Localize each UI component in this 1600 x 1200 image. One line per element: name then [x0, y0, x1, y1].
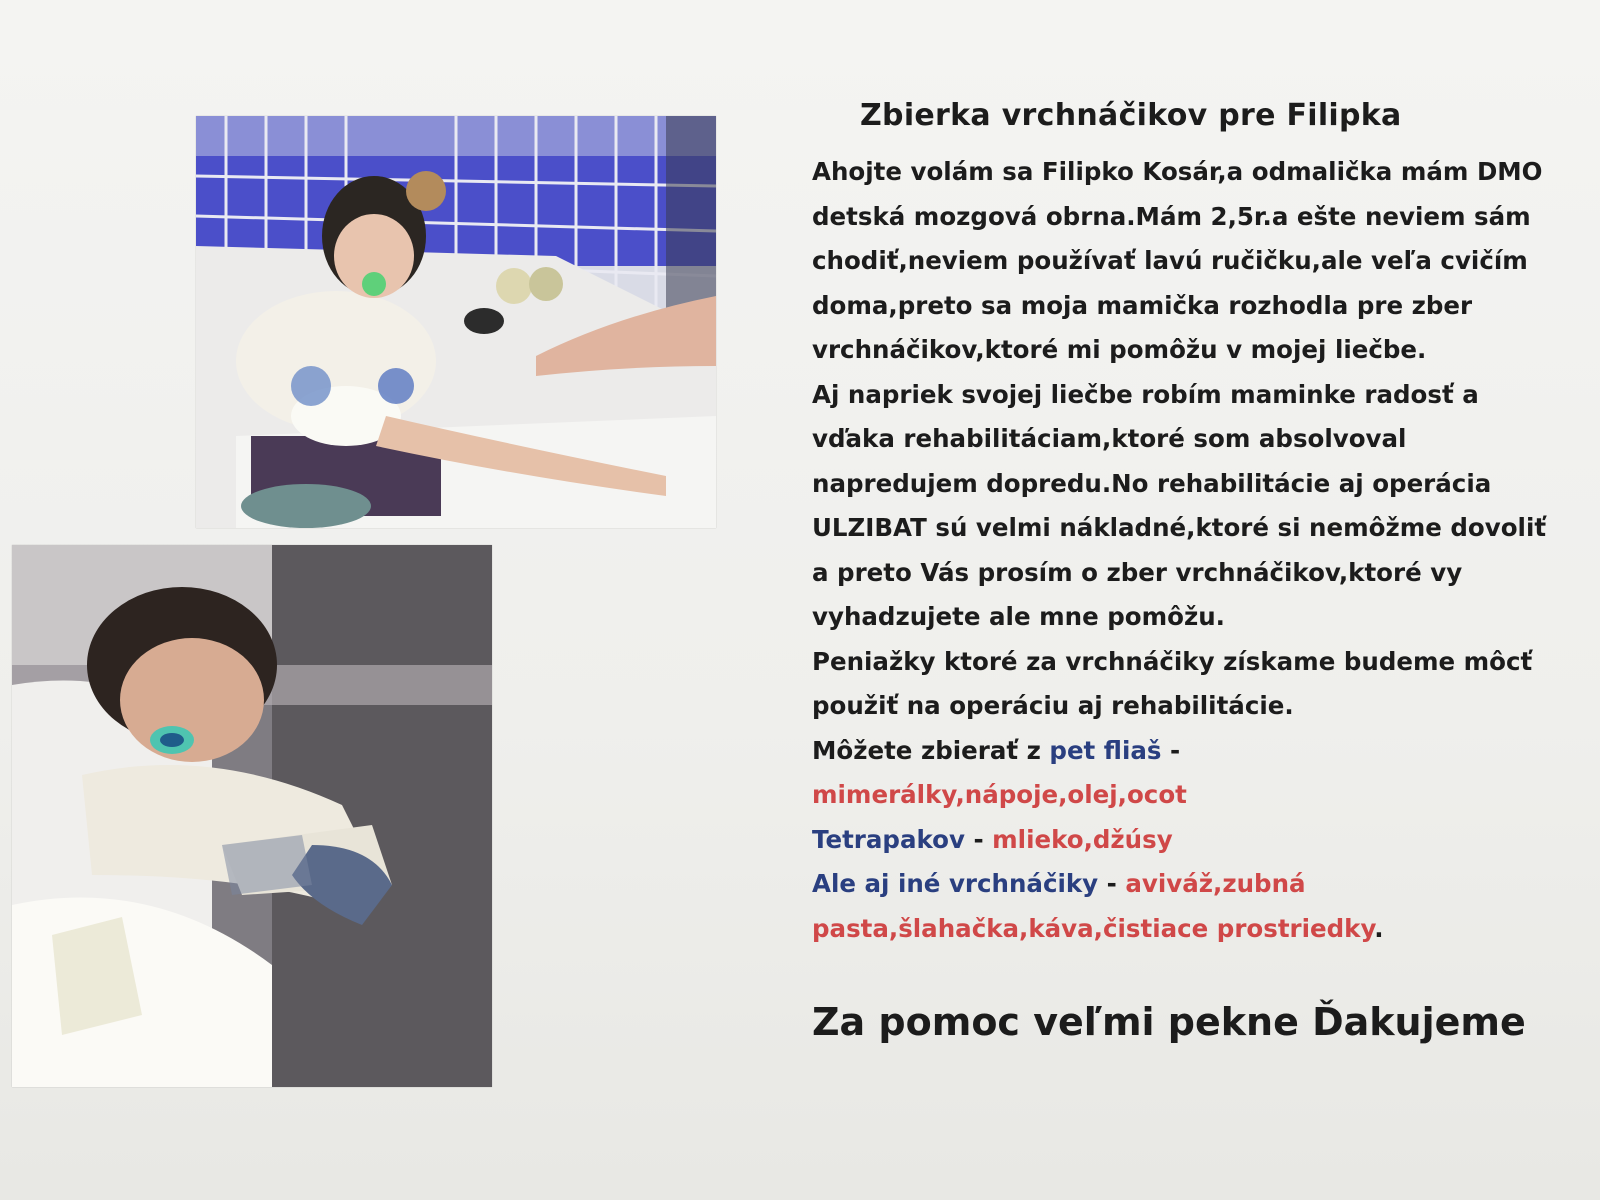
paragraph-line: vyhadzujete ale mne pomôžu.	[812, 602, 1225, 631]
paragraph-line: detská mozgová obrna.Mám 2,5r.a ešte neviem sám	[812, 201, 1531, 231]
pet-items: mimerálky,nápoje,olej,ocot	[812, 780, 1187, 809]
end-period: .	[1374, 913, 1384, 943]
collect-other-line	[812, 862, 1572, 907]
paragraph-line: napredujem dopredu.No rehabilitácie aj operácia	[812, 468, 1492, 498]
paragraph-line: použiť na operáciu aj rehabilitácie.	[812, 691, 1294, 720]
collect-other-items-line	[812, 907, 1572, 952]
pet-dash: -	[1161, 735, 1181, 765]
tetra-label: Tetrapakov	[812, 824, 965, 854]
paragraph-line: vrchnáčikov,ktoré mi pomôžu v mojej liečbe.	[812, 335, 1427, 364]
poster-title: Zbierka vrchnáčikov pre Filipka	[860, 98, 1402, 133]
collect-pet-line	[812, 729, 1572, 774]
photo-child-closeup	[12, 545, 492, 1087]
tetra-items: mlieko,džúsy	[992, 824, 1173, 854]
photo-child-sitting	[196, 116, 716, 528]
other-label: Ale aj iné vrchnáčiky	[812, 869, 1099, 898]
paragraph-line: Peniažky ktoré za vrchnáčiky získame budeme môcť	[812, 646, 1533, 676]
collect-tetra-line	[812, 818, 1572, 863]
collect-pet-items-line	[812, 773, 1572, 818]
poster-body	[812, 150, 1572, 951]
paragraph-line: vďaka rehabilitáciam,ktoré som absolvoval	[812, 424, 1407, 453]
other-dash: -	[1098, 869, 1126, 898]
pet-label: pet fliaš	[1049, 735, 1162, 765]
paragraph-line: doma,preto sa moja mamička rozhodla pre zber	[812, 290, 1473, 320]
collect-intro: Môžete zbierať z	[812, 735, 1050, 765]
paragraph-line: Aj napriek svojej liečbe robím maminke radosť a	[812, 379, 1479, 409]
paragraph-line: ULZIBAT sú velmi nákladné,ktoré si nemôžme dovoliť	[812, 513, 1547, 542]
tetra-dash: -	[964, 824, 993, 854]
paragraph-line: a preto Vás prosím o zber vrchnáčikov,ktoré vy	[812, 557, 1463, 587]
paragraph-line: Ahojte volám sa Filipko Kosár,a odmalička mám DMO	[812, 157, 1543, 186]
paragraph-line: chodiť,neviem používať lavú ručičku,ale veľa cvičím	[812, 246, 1528, 275]
other-items-2: pasta,šlahačka,káva,čistiace prostriedky	[812, 913, 1375, 943]
thanks-text: Za pomoc veľmi pekne Ďakujeme	[812, 1000, 1526, 1044]
other-items-1: aviváž,zubná	[1125, 869, 1306, 898]
